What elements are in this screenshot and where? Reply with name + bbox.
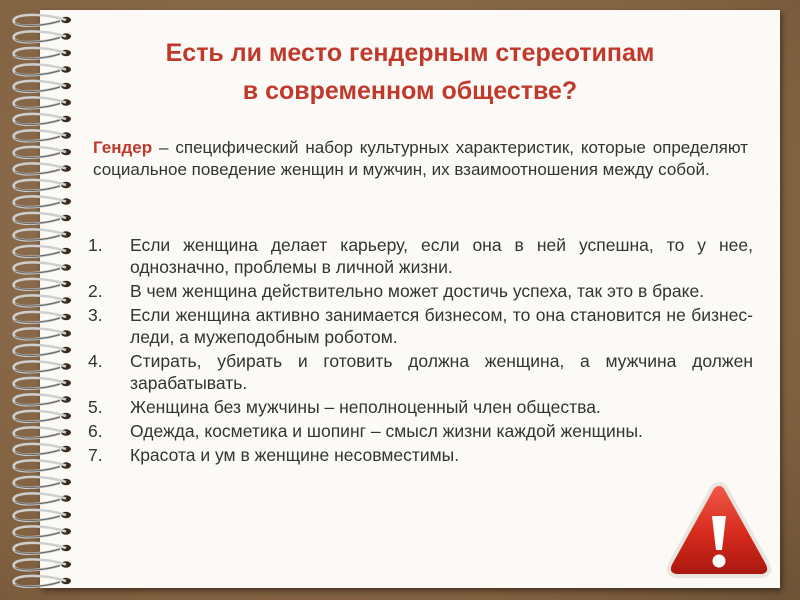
warning-icon: [664, 478, 774, 582]
list-item-text: Одежда, косметика и шопинг – смысл жизни каждой женщины.: [130, 421, 643, 441]
definition-paragraph: [93, 137, 748, 181]
list-item: [88, 304, 753, 348]
list-item: [88, 420, 753, 442]
slide-title-line-1: Есть ли место гендерным стереотипам: [165, 39, 655, 67]
list-item-text: Если женщина активно занимается бизнесом, то она становится не бизнес-леди, а мужеподобным роботом.: [130, 305, 753, 347]
list-item-number: 2.: [88, 281, 103, 301]
definition-text: – специфический набор культурных характеристик, которые определяют социальное поведение женщин и мужчин, их взаимоотношения между собой.: [93, 138, 748, 179]
list-item-number: 6.: [88, 421, 103, 441]
list-item-number: 4.: [88, 351, 103, 371]
definition-term: Гендер: [93, 138, 153, 157]
list-item: [88, 350, 753, 394]
list-item-text: Красота и ум в женщине несовместимы.: [130, 445, 460, 465]
list-item-text: Женщина без мужчины – неполноценный член общества.: [130, 397, 601, 417]
list-item-number: 5.: [88, 397, 103, 417]
list-item: [88, 280, 753, 302]
slide-title-line-2: в современном обществе?: [242, 77, 578, 105]
list-item-text: В чем женщина действительно может достичь успеха, так это в браке.: [130, 281, 705, 301]
list-item-number: 7.: [88, 445, 103, 465]
list-item-text: Если женщина делает карьеру, если она в ней успешна, то у нее, однозначно, проблемы в личной жизни.: [130, 235, 753, 277]
list-item: [88, 444, 753, 466]
list-item-text: Стирать, убирать и готовить должна женщина, а мужчина должен зарабатывать.: [130, 351, 753, 393]
list-item: [88, 234, 753, 278]
stereotypes-list: [88, 234, 753, 468]
list-item: [88, 396, 753, 418]
list-item-number: 3.: [88, 305, 103, 325]
list-item-number: 1.: [88, 235, 103, 255]
